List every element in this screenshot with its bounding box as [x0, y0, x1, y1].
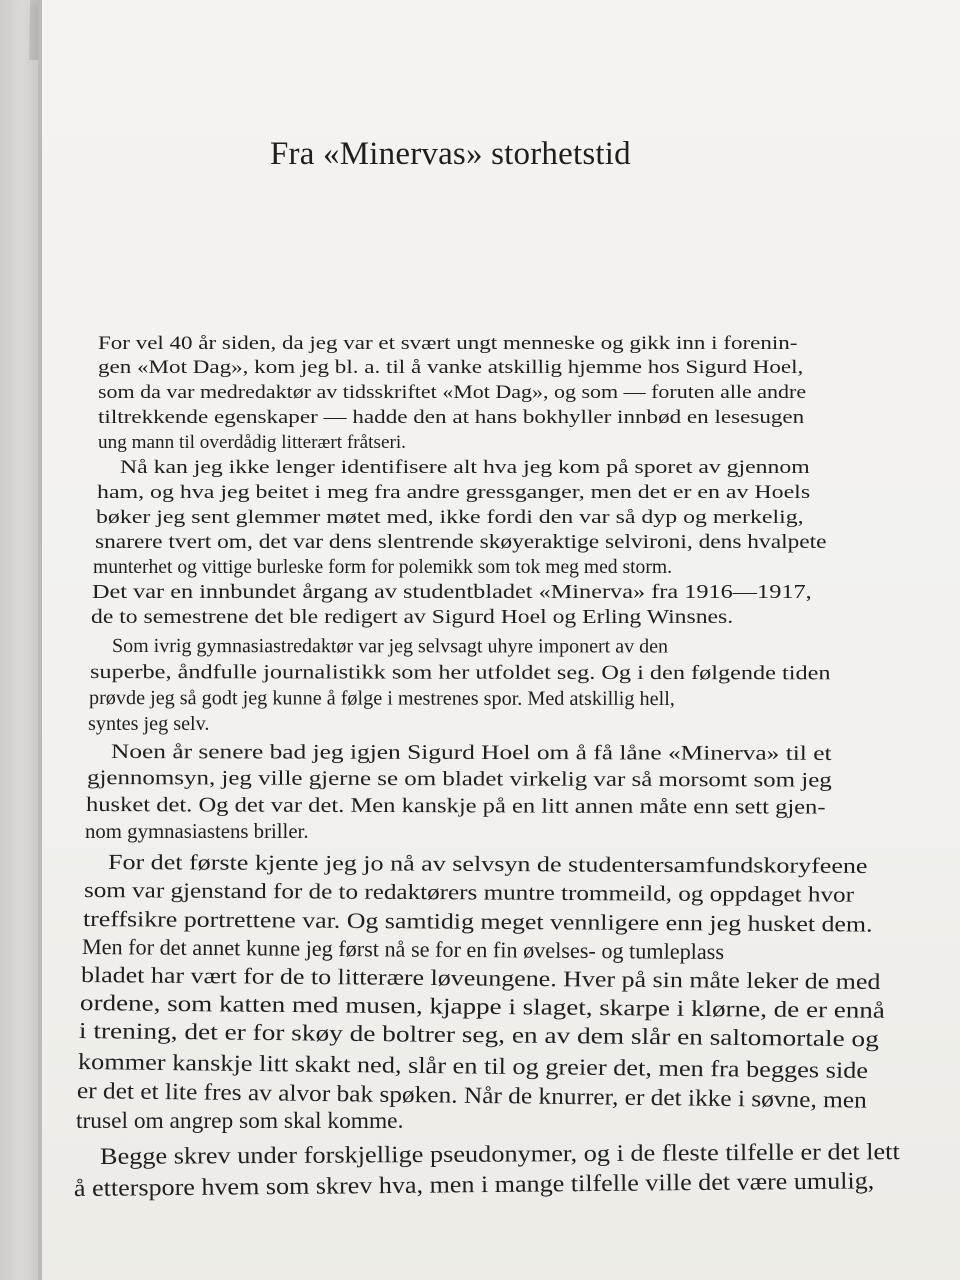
text-line: husket det. Og det var det. Men kanskje på en litt annen måte enn sett gjen-	[85, 793, 826, 819]
text-line: kommer kanskje litt skakt ned, slår en til og greier det, men fra begges side	[77, 1049, 869, 1083]
text-line: syntes jeg selv.	[88, 713, 210, 735]
text-line: i trening, det er for skøy de boltrer seg, en av dem slår en saltomortale og	[78, 1018, 879, 1052]
text-line: snarere tvert om, det var dens slentrende skøyeraktige selvironi, dens hvalpete	[95, 532, 827, 553]
text-line: nom gymnasiastens briller.	[85, 820, 309, 843]
text-line: Nå kan jeg ikke lenger identifisere alt hva jeg kom på sporet av gjennom	[120, 457, 810, 478]
text-line: trusel om angrep som skal komme.	[76, 1108, 404, 1134]
text-line: ung mann til overdådig litterært fråtseri.	[98, 432, 406, 453]
text-line: Begge skrev under forskjellige pseudonymer, og i de fleste tilfelle er det lett	[99, 1139, 900, 1170]
text-line: gjennomsyn, jeg ville gjerne se om bladet virkelig var så morsomt som jeg	[86, 767, 832, 792]
text-line: er det et lite fres av alvor bak spøken. Når de knurrer, er det ikke i søvne, men	[76, 1078, 867, 1114]
text-line: som var gjenstand for de to redaktørers muntre trommeild, og oppdaget hvor	[83, 878, 855, 907]
text-line: som da var medredaktør av tidsskriftet «Mot Dag», og som — foruten alle andre	[98, 382, 807, 403]
text-line: prøvde jeg så godt jeg kunne å følge i mestrenes spor. Med atskillig hell,	[88, 687, 675, 711]
text-line: superbe, åndfulle journalistikk som her utfoldet seg. Og i den følgende tiden	[89, 661, 831, 685]
text-line: treffsikre portrettene var. Og samtidig meget vennligere enn jeg husket dem.	[82, 906, 873, 937]
page-title: Fra «Minervas» storhetstid	[270, 136, 631, 172]
text-line: For vel 40 år siden, da jeg var et svært ungt menneske og gikk inn i forenin-	[98, 333, 798, 354]
text-line: de to semestrene det ble redigert av Sigurd Hoel og Erling Winsnes.	[91, 607, 734, 628]
text-line: Men for det annet kunne jeg først nå se for en fin øvelses- og tumleplass	[81, 934, 725, 965]
text-line: For det første kjente jeg jo nå av selvsyn de studentersamfundskoryfeene	[107, 850, 868, 878]
text-line: tiltrekkende egenskaper — hadde den at hans bokhyller innbød en lesesugen	[98, 407, 805, 428]
text-line: Som ivrig gymnasiastredaktør var jeg selvsagt uhyre imponert av den	[111, 635, 668, 658]
text-line: munterhet og vittige burleske form for polemikk som tok meg med storm.	[93, 557, 673, 578]
text-line: Det var en innbundet årgang av studentbladet «Minerva» fra 1916—1917,	[92, 582, 812, 603]
text-line: gen «Mot Dag», kom jeg bl. a. til å vanke atskillig hjemme hos Sigurd Hoel,	[98, 357, 804, 378]
text-line: å etterspore hvem som skrev hva, men i mange tilfelle ville det være umulig,	[73, 1168, 875, 1202]
text-line: bladet har vært for de to litterære løveungene. Hver på sin måte leker de med	[80, 962, 881, 994]
text-line: ham, og hva jeg beitet i meg fra andre gressganger, men det er en av Hoels	[97, 482, 811, 503]
text-line: Noen år senere bad jeg igjen Sigurd Hoel om å få låne «Minerva» til et	[110, 741, 832, 765]
text-line: ordene, som katten med musen, kjappe i slaget, skarpe i klørne, de er ennå	[79, 990, 886, 1023]
text-line: bøker jeg sent glemmer møtet med, ikke fordi den var så dyp og merkelig,	[96, 507, 804, 528]
